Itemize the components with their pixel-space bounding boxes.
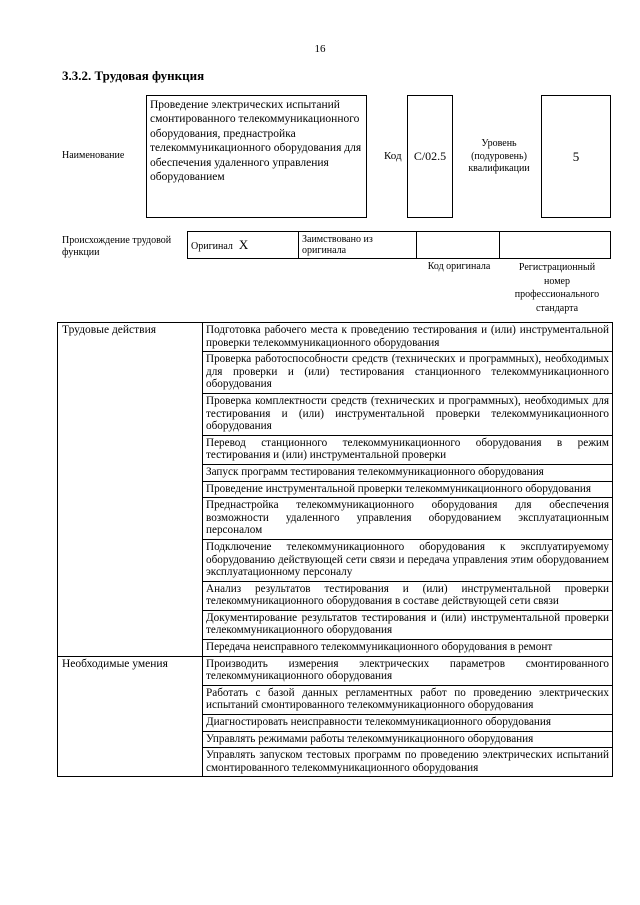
level-label: Уровень (подуровень) квалификации (468, 138, 530, 174)
section-title: 3.3.2. Трудовая функция (62, 68, 205, 83)
function-table (57, 322, 613, 777)
labor-action-row-text: Подготовка рабочего места к проведению тестирования и (или) инструментальной проверки телекоммуникационного оборудования (203, 323, 613, 352)
labor-action-row-text: Подключение телекоммуникационного оборудования к эксплуатируемому оборудованию действующей сети связи и передача управления этим оборудованием эксплуатационному персоналу (203, 539, 613, 581)
origin-table (187, 231, 611, 259)
function-name-box: Проведение электрических испытаний смонтированного телекоммуникационного оборудования, преднастройка телекоммуникационного оборудования для обеспечения удаленного управления оборудованием (146, 95, 367, 218)
page-number: 16 (314, 43, 326, 55)
origin-label: Происхождение трудовой функции (62, 235, 172, 258)
original-cell (188, 232, 299, 259)
original-mark: X (238, 236, 249, 252)
labor-action-row-text: Документирование результатов тестирования и (или) инструментальной проверки телекоммуникационного оборудования (203, 610, 613, 639)
labor-action-row-text: Проверка комплектности средств (технических и программных), необходимых для тестирования и (или) инструментальной проверки телекоммуникационного оборудования (203, 393, 613, 435)
labor-action-row-text: Проведение инструментальной проверки телекоммуникационного оборудования (203, 481, 613, 498)
labor-action-row-text: Анализ результатов тестирования и (или) инструментальной проверки телекоммуникационного оборудования в составе действующей сети связи (203, 581, 613, 610)
name-label: Наименование (62, 150, 125, 161)
code-original-cell (417, 232, 500, 259)
original-label: Оригинал (191, 240, 233, 252)
registration-number-label: Регистрационный номер профессионального стандарта (514, 262, 600, 314)
labor-actions-label: Трудовые действия (58, 323, 203, 657)
skill-row-text: Управлять режимами работы телекоммуникационного оборудования (203, 731, 613, 748)
skill-row-text: Производить измерения электрических параметров смонтированного телекоммуникационного оборудования (203, 656, 613, 685)
labor-action-row-text: Передача неисправного телекоммуникационного оборудования в ремонт (203, 640, 613, 657)
labor-action-row-text: Запуск программ тестирования телекоммуникационного оборудования (203, 464, 613, 481)
skill-row-text: Диагностировать неисправности телекоммуникационного оборудования (203, 715, 613, 732)
code-original-label: Код оригинала (427, 261, 491, 272)
skill-row-text: Управлять запуском тестовых программ по проведению электрических испытаний смонтированного телекоммуникационного оборудования (203, 748, 613, 777)
code-label: Код (384, 150, 402, 162)
borrowed-cell: Заимствовано из оригинала (299, 232, 417, 259)
labor-action-row-text: Перевод станционного телекоммуникационного оборудования в режим тестирования и (или) инструментальной проверки (203, 435, 613, 464)
registration-cell (500, 232, 611, 259)
required-skills-label: Необходимые умения (58, 656, 203, 777)
skill-row-text: Работать с базой данных регламентных работ по проведению электрических испытаний смонтированного телекоммуникационного оборудования (203, 685, 613, 714)
labor-action-row-text: Проверка работоспособности средств (технических и программных), необходимых для проверки и (или) тестирования станционного телекоммуникационного оборудования (203, 352, 613, 394)
skill-row (58, 656, 613, 685)
labor-action-row-text: Преднастройка телекоммуникационного оборудования для обеспечения возможности удаленного управления оборудованием эксплуатационным персоналом (203, 498, 613, 540)
code-box: C/02.5 (407, 95, 453, 218)
level-box: 5 (541, 95, 611, 218)
labor-action-row (58, 323, 613, 352)
